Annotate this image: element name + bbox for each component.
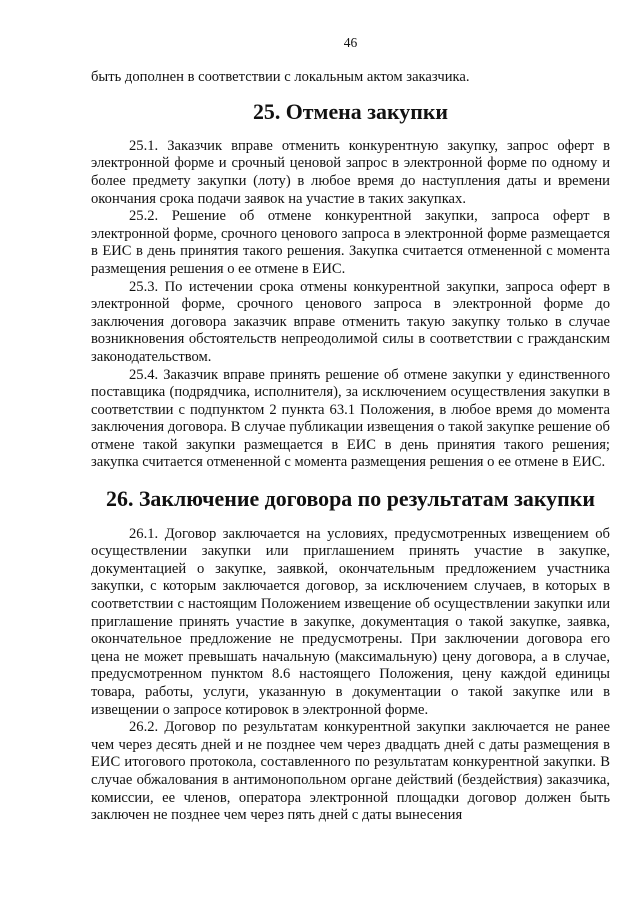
paragraph-25-4: 25.4. Заказчик вправе принять решение об отмене закупки у единственного поставщика (подрядчика, исполнителя), за исключением осуществления закупки в соответствии с подпунктом 2 пункта 63.1 Положения, в любое время до момента заключения договора. В случае публикации извещения о такой закупке решение об отмене такой закупки размещается в ЕИС в день принятия такого решения; закупка считается отмененной с момента размещения решения о ее отмене в ЕИС. — [91, 366, 610, 471]
paragraph-25-2: 25.2. Решение об отмене конкурентной закупки, запроса оферт в электронной форме, срочного ценового запроса в электронной форме размещается в ЕИС в день принятия такого решения. Закупка считается отмененной с момента размещения решения о ее отмене в ЕИС. — [91, 208, 610, 277]
section-heading-25: 25. Отмена закупки — [252, 99, 449, 125]
section-25-body — [91, 138, 610, 472]
continuation-text: быть дополнен в соответствии с локальным актом заказчика. — [91, 68, 470, 85]
paragraph-25-3: 25.3. По истечении срока отмены конкурентной закупки, запроса оферт в электронной форме, срочного ценового запроса в электронной форме до заключения договора заказчик вправе отменить такую закупку только в случае возникновения обстоятельств непреодолимой силы в соответствии с гражданским законодательством. — [91, 278, 610, 365]
paragraph-26-1: 26.1. Договор заключается на условиях, предусмотренных извещением об осуществлении закупки или приглашением принять участие в закупке, документацией о закупке, заявкой, окончательным предложением участника закупки, с которым заключается договор, за исключением случаев, в которых в соответствии с настоящим Положением извещение об осуществлении закупки или приглашение принять участие в закупке, документация о такой закупке, заявка, окончательное предложение не предусмотрены. При заключении договора его цена не может превышать начальную (максимальную) цену договора, а в случае, предусмотренном пунктом 8.6 настоящего Положения, цену каждой единицы товара, работы, услуги, указанную в документации о такой закупке или в извещении о запросе котировок в электронной форме. — [91, 525, 610, 718]
section-heading-26: 26. Заключение договора по результатам закупки — [106, 486, 595, 512]
paragraph-26-2: 26.2. Договор по результатам конкурентной закупки заключается не ранее чем через десять дней и не позднее чем через двадцать дней с даты размещения в ЕИС итогового протокола, составленного по результатам конкурентной закупки. В случае обжалования в антимонопольном органе действий (бездействия) заказчика, комиссии, ее членов, оператора электронной площадки договор должен быть заключен не позднее чем через пять дней с даты вынесения — [91, 719, 610, 824]
document-page — [91, 34, 610, 825]
page-number: 46 — [343, 35, 358, 50]
section-26-body — [91, 526, 610, 825]
paragraph-25-1: 25.1. Заказчик вправе отменить конкурентную закупку, запрос оферт в электронной форме и срочный ценовой запрос в электронной форме по одному и более предмету закупки (лоту) в любое время до наступления даты и времени окончания срока подачи заявок на участие в таких закупках. — [91, 137, 610, 207]
